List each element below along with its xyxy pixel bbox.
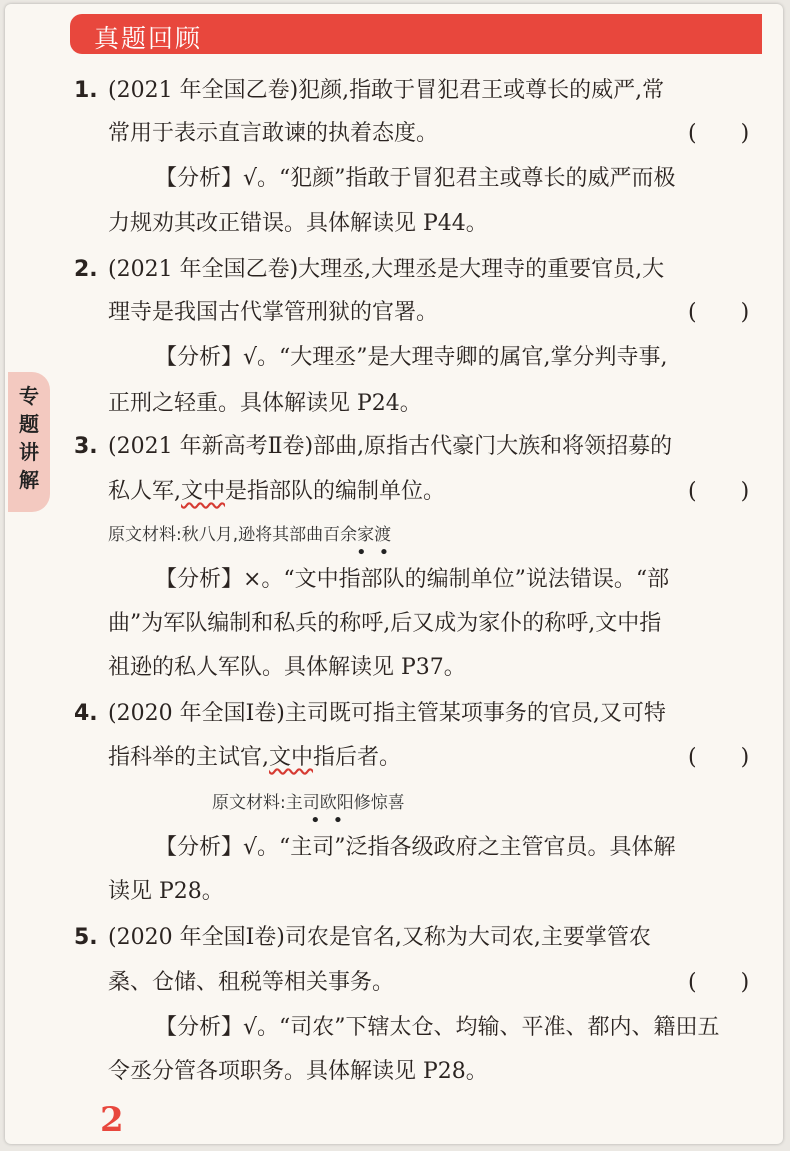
question-number: 1. — [74, 78, 98, 103]
emphasis-dots: •• — [356, 542, 402, 563]
question-line: (2021 年全国乙卷)犯颜,指敢于冒犯君王或尊长的威严,常 — [108, 78, 665, 103]
source-material: 原文材料:秋八月,逊将其部曲百余家渡 — [108, 525, 392, 545]
analysis-line: 正刑之轻重。具体解读见 P24。 — [108, 391, 422, 416]
answer-blank: ( ) — [688, 970, 750, 995]
question-line — [108, 477, 445, 507]
side-tab-label: 专题讲解 — [19, 384, 39, 492]
analysis-line: 力规劝其改正错误。具体解读见 P44。 — [108, 211, 488, 236]
question-line: (2020 年全国Ⅰ卷)主司既可指主管某项事务的官员,又可特 — [108, 701, 666, 726]
question-line: 常用于表示直言敢谏的执着态度。 — [108, 121, 439, 146]
answer-blank: ( ) — [688, 479, 750, 504]
answer-blank: ( ) — [688, 300, 750, 325]
analysis-line: 【分析】√。“大理丞”是大理寺卿的属官,掌分判寺事, — [155, 345, 668, 370]
question-line: 理寺是我国古代掌管刑狱的官署。 — [108, 300, 439, 325]
text-segment: 私人军, — [108, 479, 181, 504]
analysis-line: 令丞分管各项职务。具体解读见 P28。 — [108, 1059, 488, 1084]
emphasis-text: 文中 — [269, 745, 314, 770]
source-material: 原文材料:主司欧阳修惊喜 — [212, 793, 405, 813]
section-title: 真题回顾 — [94, 24, 203, 53]
analysis-line: 【分析】×。“文中指部队的编制单位”说法错误。“部 — [155, 567, 670, 592]
question-line: (2021 年新高考Ⅱ卷)部曲,原指古代豪门大族和将领招募的 — [108, 434, 673, 459]
analysis-line: 【分析】√。“主司”泛指各级政府之主管官员。具体解 — [155, 835, 676, 860]
section-header — [70, 14, 762, 54]
text-segment: 指科举的主试官, — [108, 745, 269, 770]
question-line: (2021 年全国乙卷)大理丞,大理丞是大理寺的重要官员,大 — [108, 257, 665, 282]
analysis-line: 【分析】√。“犯颜”指敢于冒犯君主或尊长的威严而极 — [155, 166, 676, 191]
text-segment: 指后者。 — [313, 745, 402, 770]
question-number: 2. — [74, 257, 98, 282]
answer-blank: ( ) — [688, 121, 750, 146]
side-tab — [8, 372, 50, 512]
question-number: 5. — [74, 925, 98, 950]
emphasis-text: 文中 — [181, 479, 226, 504]
analysis-line: 【分析】√。“司农”下辖太仓、均输、平准、都内、籍田五 — [155, 1015, 720, 1040]
text-segment: 是指部队的编制单位。 — [225, 479, 446, 504]
question-line: (2020 年全国Ⅰ卷)司农是官名,又称为大司农,主要掌管农 — [108, 925, 651, 950]
analysis-line: 祖逊的私人军队。具体解读见 P37。 — [108, 655, 466, 680]
question-number: 4. — [74, 701, 98, 726]
answer-blank: ( ) — [688, 745, 750, 770]
analysis-line: 读见 P28。 — [108, 879, 224, 904]
analysis-line: 曲”为军队编制和私兵的称呼,后又成为家仆的称呼,文中指 — [108, 611, 662, 636]
emphasis-dots: •• — [310, 810, 356, 831]
question-number: 3. — [74, 434, 98, 459]
page-number: 2 — [100, 1100, 124, 1140]
question-line — [108, 743, 401, 773]
question-line: 桑、仓储、租税等相关事务。 — [108, 970, 395, 995]
